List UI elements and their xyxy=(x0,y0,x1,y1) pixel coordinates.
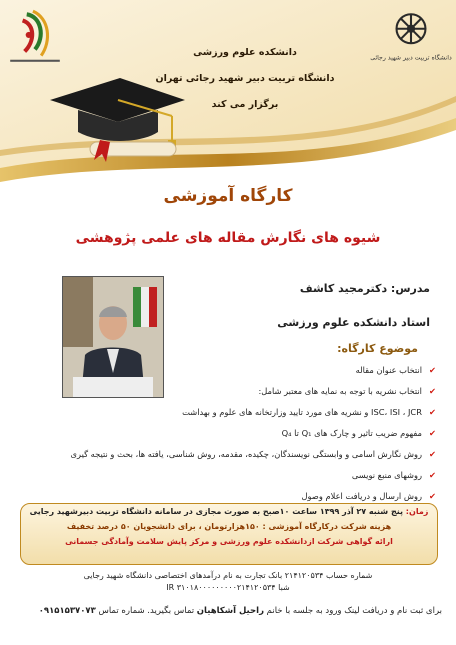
list-item xyxy=(16,360,436,381)
list-item xyxy=(16,423,436,444)
topics-list xyxy=(16,360,436,507)
account-number: شماره حساب ۲۱۴۱۲۰۵۳۴ بانک تجارت به نام درآمدهای اختصاصی دانشگاه شهید رجایی xyxy=(83,571,373,580)
list-item xyxy=(16,381,436,402)
event-info-box xyxy=(20,503,438,565)
payment-info xyxy=(0,570,456,594)
contact-name: راحیل آشکاهیان xyxy=(196,606,264,616)
topic-text: روشهای منبع نویسی xyxy=(351,470,422,480)
contact-phone: ۰۹۱۵۱۵۳۷۰۷۳ xyxy=(38,606,96,616)
topic-text: روش ارسال و دریافت اعلام وصول xyxy=(301,491,422,501)
check-icon: ✔ xyxy=(429,470,436,480)
check-icon: ✔ xyxy=(429,365,436,375)
registration-info xyxy=(39,606,442,616)
check-icon: ✔ xyxy=(429,386,436,396)
list-item xyxy=(16,465,436,486)
organizer-faculty: دانشکده علوم ورزشی xyxy=(193,47,297,58)
list-item xyxy=(16,402,436,423)
check-icon: ✔ xyxy=(429,491,436,501)
instructor-info xyxy=(277,272,430,340)
registration-text-end: تماس بگیرید. شماره تماس xyxy=(98,606,195,616)
certificate-text: ارائه گواهی شرکت ازدانشکده علوم ورزشی و مرکز پایش سلامت وآمادگی جسمانی xyxy=(65,537,393,546)
faculty-logo xyxy=(4,6,66,68)
graduation-cap-icon xyxy=(40,70,190,170)
topics-heading: موضوع کارگاه: xyxy=(337,342,418,355)
topic-text: مفهوم ضریب تاثیر و چارک های Q₁ تا Q₄ xyxy=(281,428,422,438)
fee-text: هزینه شرکت درکارگاه آموزشی : ۱۵۰هزارتومان ، برای دانشجویان ۵۰ درصد تخفیف xyxy=(66,522,392,531)
check-icon: ✔ xyxy=(429,407,436,417)
topic-text: انتخاب نشریه با توجه به نمایه های معتبر شامل: xyxy=(258,386,422,396)
list-item xyxy=(16,444,436,465)
check-icon: ✔ xyxy=(429,428,436,438)
workshop-subtitle: شیوه های نگارش مقاله های علمی پژوهشی xyxy=(75,230,381,246)
topic-text: ISC، ISI ، JCR و نشریه های مورد تایید وزارتخانه های علوم و بهداشت xyxy=(182,407,422,417)
university-logo xyxy=(370,6,452,68)
workshop-title: کارگاه آموزشی xyxy=(163,186,293,206)
time-text: پنج شنبه ۲۷ آذر ۱۳۹۹ ساعت ۱۰صبح به صورت مجازی در سامانه دانشگاه تربیت دبیرشهید رجایی xyxy=(29,507,403,516)
check-icon: ✔ xyxy=(429,449,436,459)
time-label: زمان: xyxy=(405,507,429,516)
instructor-position: استاد دانشکده علوم ورزشی xyxy=(277,316,430,329)
topic-text: انتخاب عنوان مقاله xyxy=(355,365,422,375)
university-logo-text: دانشگاه تربیت دبیر شهید رجائی xyxy=(370,54,452,62)
instructor-name: مدرس: دکترمجید کاشف xyxy=(299,282,430,295)
topic-text: روش نگارش اسامی و وابستگی نویسندگان، چکیده، مقدمه، روش شناسی، یافته ها، بحث و نتیجه گیری xyxy=(70,449,422,459)
registration-text: برای ثبت نام و دریافت لینک ورود به جلسه با خانم xyxy=(266,606,442,616)
organizer-presents: برگزار می کند xyxy=(211,99,279,110)
sheba-number: شبا IR ۳۱۰۱۸۰۰۰۰۰۰۰۰۰۲۱۴۱۲۰۵۳۴ xyxy=(166,583,290,592)
organizer-university: دانشگاه تربیت دبیر شهید رجائی تهران xyxy=(155,73,335,84)
